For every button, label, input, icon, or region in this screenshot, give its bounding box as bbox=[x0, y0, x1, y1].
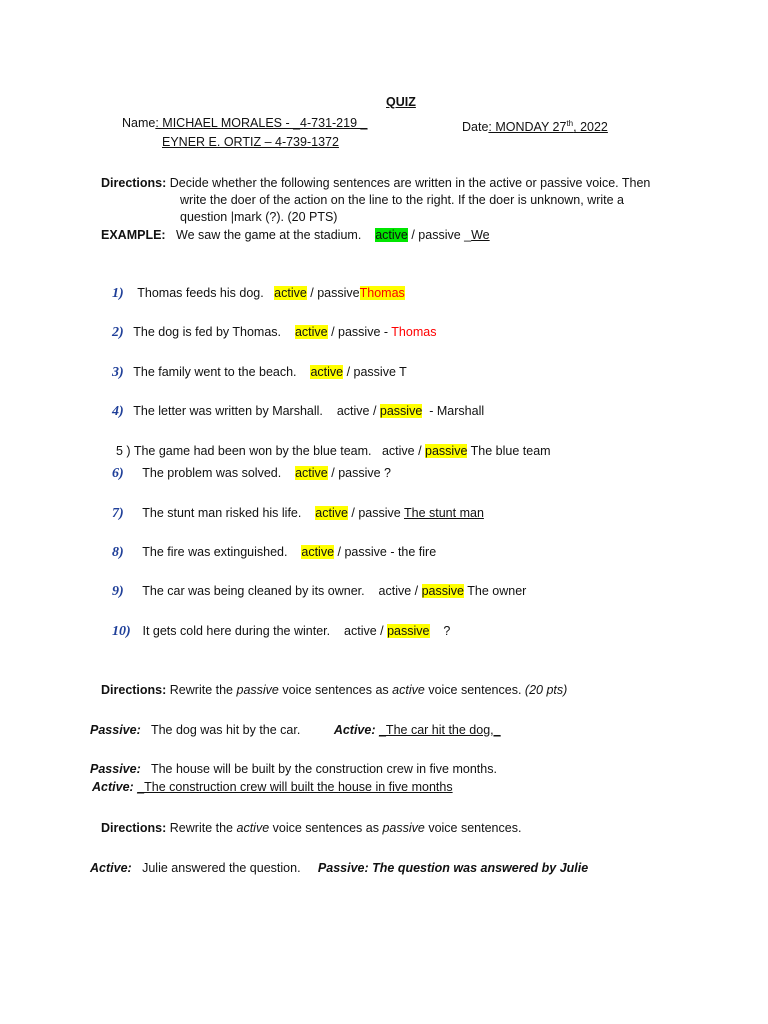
name-label: Name bbox=[122, 116, 156, 130]
item-number: 1) bbox=[112, 286, 124, 301]
item-number: 5 ) bbox=[116, 444, 131, 458]
date-line bbox=[462, 116, 608, 135]
quiz-title: QUIZ bbox=[386, 95, 416, 109]
example-active: active bbox=[375, 228, 408, 242]
directions-1-line1: Decide whether the following sentences are written in the active or passive voice. Then bbox=[169, 176, 651, 190]
example-answer: We bbox=[471, 228, 490, 242]
name-line bbox=[122, 116, 367, 131]
rewrite-2-passive: Passive: The house will be built by the construction crew in five months. bbox=[90, 762, 497, 776]
name2-value: EYNER E. ORTIZ – 4-739-1372 bbox=[162, 135, 339, 149]
item-number: 3) bbox=[112, 365, 124, 380]
directions-1-line3: question |mark (?). (20 PTS) bbox=[180, 210, 338, 224]
rewrite-2-active: Active: _The construction crew will built the house in five months bbox=[92, 780, 453, 794]
example-label: EXAMPLE: bbox=[101, 228, 166, 242]
directions-2: Directions: Rewrite the passive voice sentences as active voice sentences. (20 pts) bbox=[101, 683, 568, 697]
item-number: 8) bbox=[112, 545, 124, 560]
list-item: 4) The letter was written by Marshall. active / passive - Marshall bbox=[112, 404, 485, 419]
item-number: 9) bbox=[112, 584, 124, 599]
example-sep: / passive _ bbox=[411, 228, 472, 242]
list-item: 3) The family went to the beach. active / passive T bbox=[112, 365, 407, 380]
name-value: : MICHAEL MORALES - _4-731-219 _ bbox=[155, 116, 368, 130]
example-sentence: We saw the game at the stadium. bbox=[176, 228, 362, 242]
item-number: 4) bbox=[112, 404, 124, 419]
example-line bbox=[101, 228, 490, 243]
item-number: 10) bbox=[112, 624, 131, 639]
directions-3: Directions: Rewrite the active voice sentences as passive voice sentences. bbox=[101, 821, 522, 835]
list-item: 9) The car was being cleaned by its owner. active / passive The owner bbox=[112, 584, 527, 599]
list-item: 1) Thomas feeds his dog. active / passiveThomas bbox=[112, 286, 405, 301]
directions-1-label: Directions: bbox=[101, 176, 167, 190]
list-item: 2) The dog is fed by Thomas. active / passive - Thomas bbox=[112, 325, 437, 340]
date-value: : MONDAY 27th, 2022 bbox=[488, 119, 608, 135]
name2-line bbox=[112, 135, 345, 150]
directions-1 bbox=[101, 176, 650, 191]
rewrite-3: Active: Julie answered the question. Passive: The question was answered by Julie bbox=[90, 861, 589, 875]
item-number: 2) bbox=[112, 325, 124, 340]
directions-1-line2: write the doer of the action on the line to the right. If the doer is unknown, write a bbox=[180, 193, 625, 207]
list-item: 7) The stunt man risked his life. active / passive The stunt man bbox=[112, 506, 484, 521]
rewrite-1: Passive: The dog was hit by the car. Active: _The car hit the dog,_ bbox=[90, 723, 501, 737]
item-number: 6) bbox=[112, 466, 124, 481]
list-item: 10) It gets cold here during the winter. active / passive ? bbox=[112, 624, 451, 639]
item-number: 7) bbox=[112, 506, 124, 521]
list-item: 8) The fire was extinguished. active / passive - the fire bbox=[112, 545, 437, 560]
date-label: Date bbox=[462, 120, 489, 135]
list-item: 6) The problem was solved. active / passive ? bbox=[112, 466, 392, 481]
list-item: 5 ) The game had been won by the blue team. active / passive The blue team bbox=[116, 444, 551, 458]
